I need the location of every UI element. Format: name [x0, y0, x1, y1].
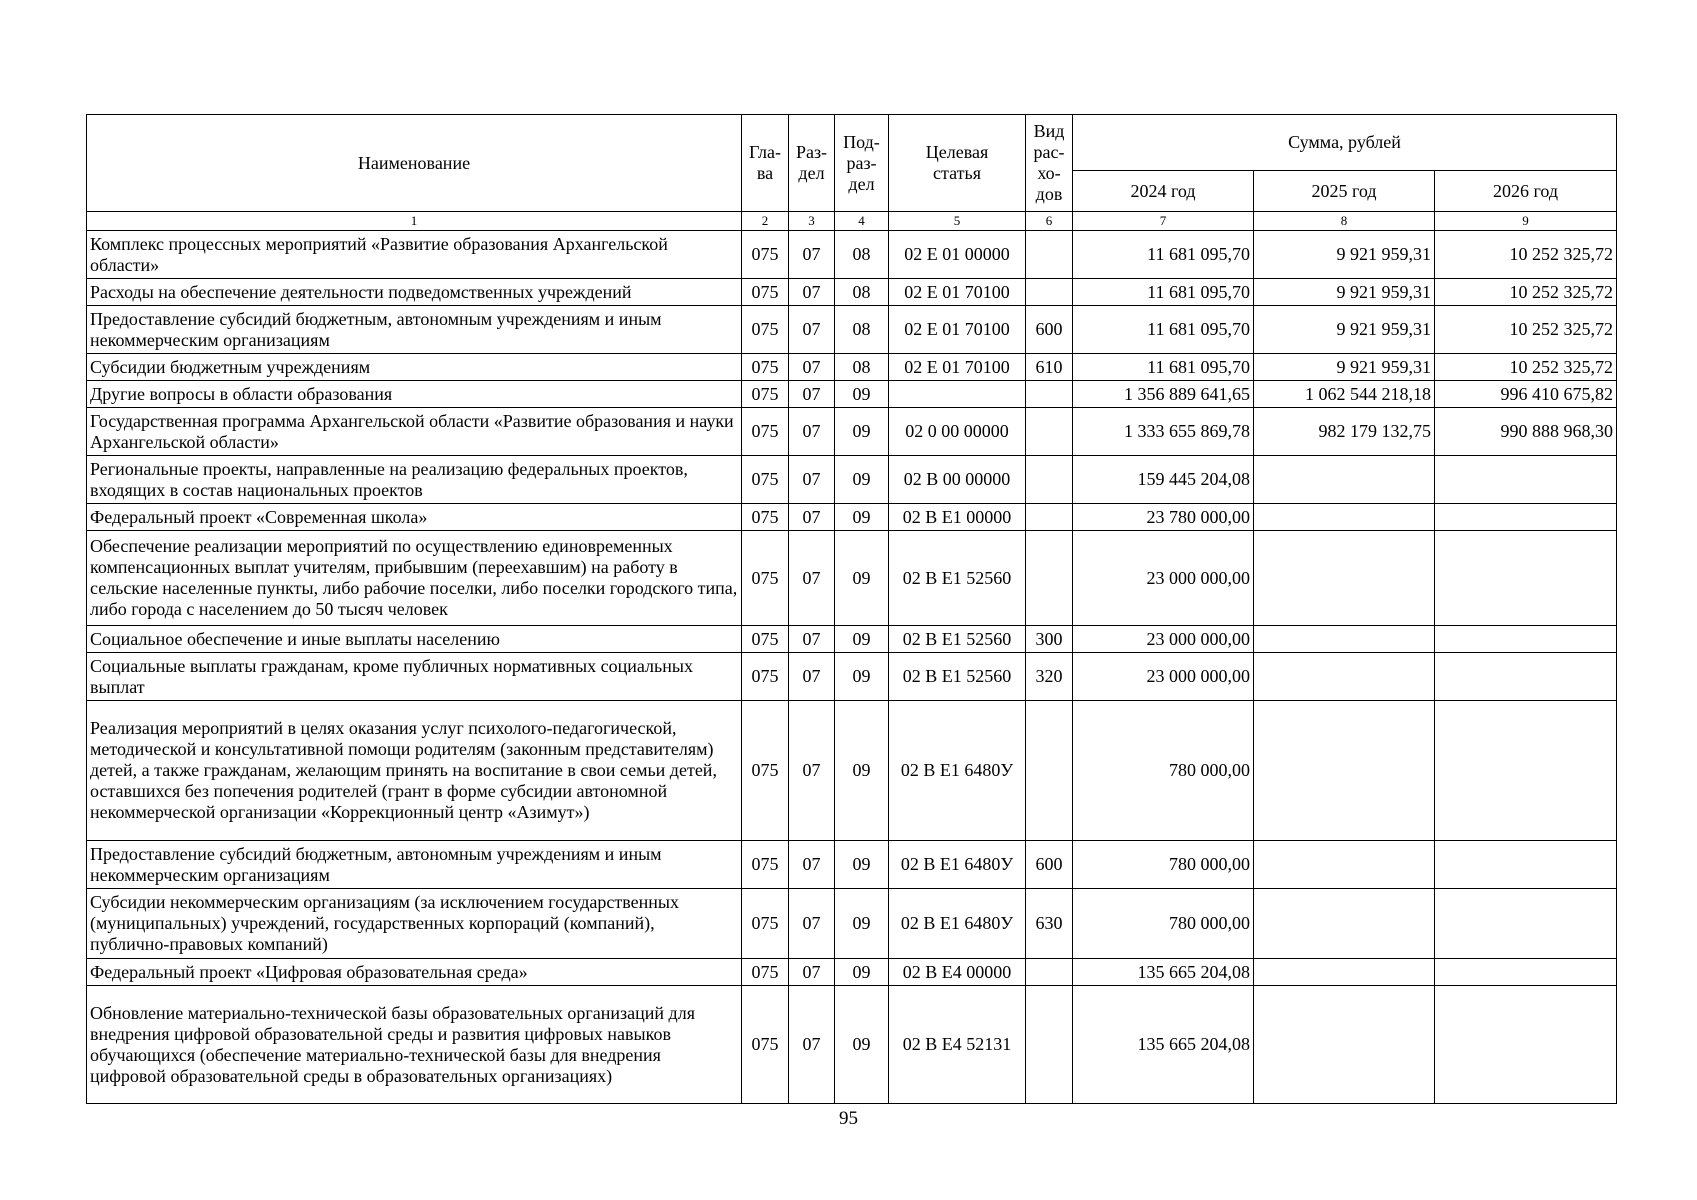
- row-sum-2025: [1254, 701, 1435, 841]
- row-razdel: 07: [789, 354, 835, 381]
- row-razdel: 07: [789, 701, 835, 841]
- column-number: 2: [742, 212, 789, 231]
- row-sum-2025: [1254, 456, 1435, 504]
- header-year-2026: 2026 год: [1435, 171, 1617, 212]
- row-name: Комплекс процессных мероприятий «Развитие образования Архангельской области»: [87, 231, 742, 279]
- row-glava: 075: [742, 354, 789, 381]
- row-celevaya-statya: 02 Е 01 70100: [889, 279, 1026, 306]
- row-podrazdel: 09: [835, 986, 889, 1104]
- row-celevaya-statya: 02 В Е4 52131: [889, 986, 1026, 1104]
- row-celevaya-statya: 02 Е 01 70100: [889, 306, 1026, 354]
- table-row: [87, 531, 1617, 626]
- row-razdel: 07: [789, 841, 835, 889]
- row-sum-2025: 982 179 132,75: [1254, 408, 1435, 456]
- table-row: [87, 889, 1617, 959]
- row-sum-2024: 135 665 204,08: [1073, 959, 1254, 986]
- row-glava: 075: [742, 504, 789, 531]
- table-row: [87, 959, 1617, 986]
- row-podrazdel: 09: [835, 653, 889, 701]
- column-numbers-row: [87, 212, 1617, 231]
- table-row: [87, 986, 1617, 1104]
- row-podrazdel: 09: [835, 408, 889, 456]
- table-row: [87, 626, 1617, 653]
- table-row: [87, 504, 1617, 531]
- row-podrazdel: 09: [835, 889, 889, 959]
- row-vid-rashodov: 610: [1026, 354, 1073, 381]
- row-sum-2026: 10 252 325,72: [1435, 279, 1617, 306]
- table-body: [87, 231, 1617, 1104]
- row-razdel: 07: [789, 504, 835, 531]
- row-celevaya-statya: 02 В Е1 6480У: [889, 841, 1026, 889]
- column-number: 6: [1026, 212, 1073, 231]
- row-sum-2026: 996 410 675,82: [1435, 381, 1617, 408]
- row-vid-rashodov: [1026, 456, 1073, 504]
- row-podrazdel: 09: [835, 626, 889, 653]
- row-celevaya-statya: 02 В Е1 52560: [889, 653, 1026, 701]
- row-vid-rashodov: [1026, 701, 1073, 841]
- row-celevaya-statya: 02 Е 01 00000: [889, 231, 1026, 279]
- header-celevaya: Целевая статья: [889, 115, 1026, 212]
- table-row: [87, 381, 1617, 408]
- row-sum-2026: 990 888 968,30: [1435, 408, 1617, 456]
- header-vid: Вид рас- хо- дов: [1026, 115, 1073, 212]
- row-razdel: 07: [789, 986, 835, 1104]
- column-number: 5: [889, 212, 1026, 231]
- row-podrazdel: 09: [835, 959, 889, 986]
- row-razdel: 07: [789, 408, 835, 456]
- header-year-2024: 2024 год: [1073, 171, 1254, 212]
- header-year-2025: 2025 год: [1254, 171, 1435, 212]
- row-sum-2024: 23 000 000,00: [1073, 531, 1254, 626]
- row-razdel: 07: [789, 279, 835, 306]
- row-sum-2025: 9 921 959,31: [1254, 354, 1435, 381]
- row-sum-2025: [1254, 626, 1435, 653]
- table-row: [87, 408, 1617, 456]
- row-sum-2026: 10 252 325,72: [1435, 231, 1617, 279]
- column-number: 1: [87, 212, 742, 231]
- row-celevaya-statya: 02 В Е1 52560: [889, 531, 1026, 626]
- row-sum-2026: [1435, 889, 1617, 959]
- row-podrazdel: 08: [835, 306, 889, 354]
- column-number: 3: [789, 212, 835, 231]
- row-sum-2026: [1435, 653, 1617, 701]
- row-glava: 075: [742, 531, 789, 626]
- row-glava: 075: [742, 889, 789, 959]
- row-glava: 075: [742, 231, 789, 279]
- row-vid-rashodov: 600: [1026, 306, 1073, 354]
- row-sum-2024: 11 681 095,70: [1073, 279, 1254, 306]
- budget-table: [86, 114, 1617, 1104]
- row-sum-2026: [1435, 626, 1617, 653]
- row-podrazdel: 08: [835, 354, 889, 381]
- row-name: Субсидии бюджетным учреждениям: [87, 354, 742, 381]
- row-sum-2026: [1435, 841, 1617, 889]
- row-vid-rashodov: 300: [1026, 626, 1073, 653]
- row-sum-2024: 780 000,00: [1073, 889, 1254, 959]
- row-sum-2024: 11 681 095,70: [1073, 231, 1254, 279]
- row-podrazdel: 09: [835, 531, 889, 626]
- row-podrazdel: 08: [835, 279, 889, 306]
- row-sum-2025: [1254, 653, 1435, 701]
- column-number: 7: [1073, 212, 1254, 231]
- row-name: Социальное обеспечение и иные выплаты населению: [87, 626, 742, 653]
- table-row: [87, 354, 1617, 381]
- row-sum-2025: [1254, 531, 1435, 626]
- row-celevaya-statya: 02 В Е1 00000: [889, 504, 1026, 531]
- row-podrazdel: 09: [835, 841, 889, 889]
- row-sum-2025: 1 062 544 218,18: [1254, 381, 1435, 408]
- row-name: Социальные выплаты гражданам, кроме публичных нормативных социальных выплат: [87, 653, 742, 701]
- row-sum-2024: 11 681 095,70: [1073, 354, 1254, 381]
- row-razdel: 07: [789, 381, 835, 408]
- row-name: Другие вопросы в области образования: [87, 381, 742, 408]
- row-name: Субсидии некоммерческим организациям (за исключением государственных (муниципальных) учреждений, государственных корпораций (компаний), публично-правовых компаний): [87, 889, 742, 959]
- column-number: 4: [835, 212, 889, 231]
- row-name: Предоставление субсидий бюджетным, автономным учреждениям и иным некоммерческим организациям: [87, 841, 742, 889]
- row-razdel: 07: [789, 889, 835, 959]
- row-podrazdel: 09: [835, 504, 889, 531]
- row-name: Федеральный проект «Цифровая образовательная среда»: [87, 959, 742, 986]
- row-vid-rashodov: [1026, 504, 1073, 531]
- row-sum-2026: [1435, 986, 1617, 1104]
- header-glava: Гла- ва: [742, 115, 789, 212]
- row-sum-2025: [1254, 986, 1435, 1104]
- row-sum-2024: 23 000 000,00: [1073, 653, 1254, 701]
- row-razdel: 07: [789, 959, 835, 986]
- row-sum-2026: [1435, 531, 1617, 626]
- row-razdel: 07: [789, 306, 835, 354]
- row-vid-rashodov: [1026, 986, 1073, 1104]
- row-sum-2026: [1435, 456, 1617, 504]
- row-celevaya-statya: 02 В Е4 00000: [889, 959, 1026, 986]
- row-vid-rashodov: [1026, 531, 1073, 626]
- row-glava: 075: [742, 279, 789, 306]
- row-vid-rashodov: [1026, 959, 1073, 986]
- row-celevaya-statya: 02 0 00 00000: [889, 408, 1026, 456]
- table-row: [87, 841, 1617, 889]
- row-sum-2026: [1435, 504, 1617, 531]
- row-name: Расходы на обеспечение деятельности подведомственных учреждений: [87, 279, 742, 306]
- row-glava: 075: [742, 841, 789, 889]
- row-name: Предоставление субсидий бюджетным, автономным учреждениям и иным некоммерческим организациям: [87, 306, 742, 354]
- row-vid-rashodov: 630: [1026, 889, 1073, 959]
- row-razdel: 07: [789, 626, 835, 653]
- row-sum-2025: [1254, 959, 1435, 986]
- header-podrazdel: Под- раз- дел: [835, 115, 889, 212]
- row-podrazdel: 09: [835, 701, 889, 841]
- row-sum-2025: 9 921 959,31: [1254, 279, 1435, 306]
- row-razdel: 07: [789, 231, 835, 279]
- row-glava: 075: [742, 626, 789, 653]
- header-name: Наименование: [87, 115, 742, 212]
- row-glava: 075: [742, 701, 789, 841]
- row-celevaya-statya: 02 В Е1 6480У: [889, 701, 1026, 841]
- row-sum-2025: 9 921 959,31: [1254, 231, 1435, 279]
- table-row: [87, 231, 1617, 279]
- row-vid-rashodov: [1026, 381, 1073, 408]
- row-razdel: 07: [789, 531, 835, 626]
- row-celevaya-statya: 02 Е 01 70100: [889, 354, 1026, 381]
- row-sum-2026: [1435, 959, 1617, 986]
- row-razdel: 07: [789, 653, 835, 701]
- table-row: [87, 701, 1617, 841]
- row-glava: 075: [742, 456, 789, 504]
- row-sum-2024: 159 445 204,08: [1073, 456, 1254, 504]
- row-sum-2024: 1 333 655 869,78: [1073, 408, 1254, 456]
- row-podrazdel: 08: [835, 231, 889, 279]
- row-sum-2024: 23 780 000,00: [1073, 504, 1254, 531]
- page-number: 95: [839, 1108, 858, 1129]
- row-vid-rashodov: [1026, 279, 1073, 306]
- table-row: [87, 653, 1617, 701]
- table-row: [87, 456, 1617, 504]
- row-name: Региональные проекты, направленные на реализацию федеральных проектов, входящих в состав национальных проектов: [87, 456, 742, 504]
- row-sum-2025: [1254, 889, 1435, 959]
- row-razdel: 07: [789, 456, 835, 504]
- row-name: Обеспечение реализации мероприятий по осуществлению единовременных компенсационных выплат учителям, прибывшим (переехавшим) на работу в сельские населенные пункты, либо рабочие поселки, либо поселки городского типа, либо города с населением до 50 тысяч человек: [87, 531, 742, 626]
- row-sum-2025: 9 921 959,31: [1254, 306, 1435, 354]
- row-celevaya-statya: 02 В 00 00000: [889, 456, 1026, 504]
- row-glava: 075: [742, 408, 789, 456]
- row-name: Федеральный проект «Современная школа»: [87, 504, 742, 531]
- column-number: 8: [1254, 212, 1435, 231]
- table-row: [87, 306, 1617, 354]
- row-name: Реализация мероприятий в целях оказания услуг психолого-педагогической, методической и консультативной помощи родителям (законным представителям) детей, а также гражданам, желающим принять на воспитание в свои семьи детей, оставшихся без попечения родителей (грант в форме субсидии автономной некоммерческой организации «Коррекционный центр «Азимут»): [87, 701, 742, 841]
- row-glava: 075: [742, 959, 789, 986]
- table-row: [87, 279, 1617, 306]
- row-sum-2026: [1435, 701, 1617, 841]
- row-sum-2024: 135 665 204,08: [1073, 986, 1254, 1104]
- row-name: Обновление материально-технической базы образовательных организаций для внедрения цифровой образовательной среды и развития цифровых навыков обучающихся (обеспечение материально-технической базы для внедрения цифровой образовательной среды в образовательных организациях): [87, 986, 742, 1104]
- row-celevaya-statya: [889, 381, 1026, 408]
- column-number: 9: [1435, 212, 1617, 231]
- row-sum-2024: 1 356 889 641,65: [1073, 381, 1254, 408]
- row-glava: 075: [742, 306, 789, 354]
- row-sum-2025: [1254, 504, 1435, 531]
- header-razdel: Раз- дел: [789, 115, 835, 212]
- row-glava: 075: [742, 986, 789, 1104]
- row-podrazdel: 09: [835, 456, 889, 504]
- row-celevaya-statya: 02 В Е1 6480У: [889, 889, 1026, 959]
- row-sum-2024: 23 000 000,00: [1073, 626, 1254, 653]
- header-summa: Сумма, рублей: [1073, 115, 1617, 171]
- row-vid-rashodov: [1026, 231, 1073, 279]
- row-sum-2024: 11 681 095,70: [1073, 306, 1254, 354]
- row-vid-rashodov: 600: [1026, 841, 1073, 889]
- row-glava: 075: [742, 381, 789, 408]
- row-sum-2026: 10 252 325,72: [1435, 354, 1617, 381]
- row-name: Государственная программа Архангельской области «Развитие образования и науки Архангельской области»: [87, 408, 742, 456]
- row-sum-2024: 780 000,00: [1073, 701, 1254, 841]
- row-vid-rashodov: [1026, 408, 1073, 456]
- row-vid-rashodov: 320: [1026, 653, 1073, 701]
- row-sum-2024: 780 000,00: [1073, 841, 1254, 889]
- row-podrazdel: 09: [835, 381, 889, 408]
- row-sum-2026: 10 252 325,72: [1435, 306, 1617, 354]
- row-sum-2025: [1254, 841, 1435, 889]
- row-glava: 075: [742, 653, 789, 701]
- row-celevaya-statya: 02 В Е1 52560: [889, 626, 1026, 653]
